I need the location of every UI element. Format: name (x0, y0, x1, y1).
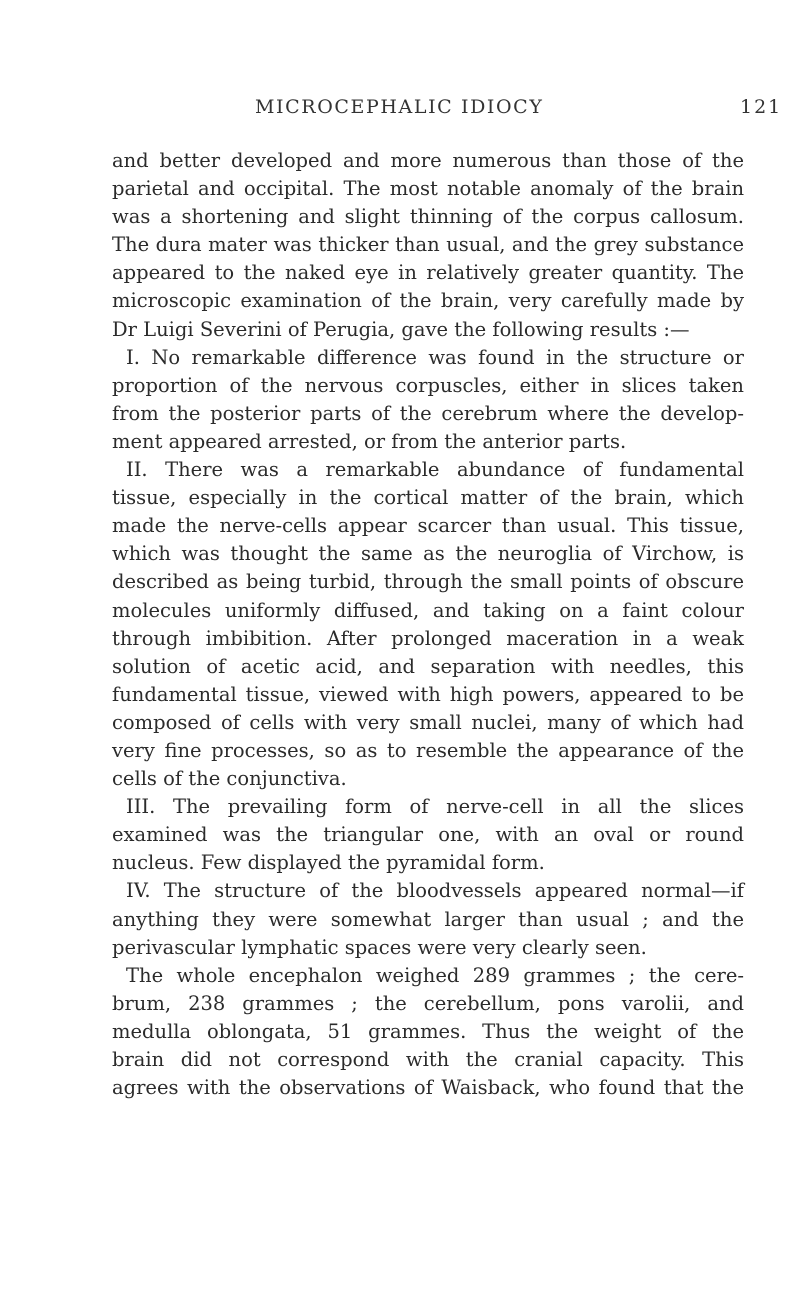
text-line: which was thought the same as the neuroglia of Virchow, is (112, 542, 744, 566)
text-line: IV. The structure of the bloodvessels appeared normal—if (126, 879, 744, 903)
text-line: agrees with the observations of Waisback, who found that the (112, 1076, 744, 1100)
text-line: anything they were somewhat larger than usual ; and the (112, 907, 744, 931)
text-line: appeared to the naked eye in relatively greater quantity. The (112, 261, 744, 285)
text-line: solution of acetic acid, and separation with needles, this (112, 654, 744, 678)
text-line: from the posterior parts of the cerebrum where the develop- (112, 401, 744, 425)
text-line: parietal and occipital. The most notable anomaly of the brain (112, 177, 744, 201)
running-title: MICROCEPHALIC IDIOCY (255, 96, 544, 118)
text-line: through imbibition. After prolonged maceration in a weak (112, 626, 744, 650)
text-line: microscopic examination of the brain, very carefully made by (112, 289, 744, 313)
text-line: tissue, especially in the cortical matter of the brain, which (112, 486, 744, 510)
body-text (112, 147, 744, 1102)
text-line: examined was the triangular one, with an oval or round (112, 823, 744, 847)
text-line: fundamental tissue, viewed with high powers, appeared to be (112, 682, 744, 706)
text-line: made the nerve-cells appear scarcer than usual. This tissue, (112, 514, 744, 538)
text-line: was a shortening and slight thinning of the corpus callosum. (112, 205, 744, 229)
text-line: and better developed and more numerous than those of the (112, 149, 744, 172)
text-line: perivascular lymphatic spaces were very clearly seen. (112, 935, 647, 959)
text-line: composed of cells with very small nuclei, many of which had (112, 710, 744, 734)
text-line: II. There was a remarkable abundance of fundamental (126, 458, 744, 482)
running-head (0, 96, 800, 126)
text-line: III. The prevailing form of nerve-cell in all the slices (126, 795, 744, 819)
text-line: brain did not correspond with the cranial capacity. This (112, 1048, 744, 1071)
text-line: I. No remarkable difference was found in the structure or (126, 345, 744, 369)
text-line: brum, 238 grammes ; the cerebellum, pons varolii, and (112, 991, 744, 1015)
text-line: cells of the conjunctiva. (112, 767, 347, 791)
text-line: The whole encephalon weighed 289 grammes ; the cere- (126, 963, 744, 987)
text-line: proportion of the nervous corpuscles, either in slices taken (112, 373, 744, 397)
page-number: 121 (740, 96, 783, 118)
text-line: described as being turbid, through the small points of obscure (112, 570, 744, 594)
text-line: Dr Luigi Severini of Perugia, gave the following results :— (112, 317, 690, 341)
text-line: ment appeared arrested, or from the anterior parts. (112, 429, 627, 453)
text-line: nucleus. Few displayed the pyramidal form. (112, 851, 545, 875)
text-line: medulla oblongata, 51 grammes. Thus the weight of the (112, 1019, 744, 1043)
text-line: molecules uniformly diffused, and taking on a faint colour (112, 598, 744, 622)
text-line: The dura mater was thicker than usual, and the grey substance (112, 233, 744, 257)
text-line: very fine processes, so as to resemble the appearance of the (112, 738, 744, 762)
